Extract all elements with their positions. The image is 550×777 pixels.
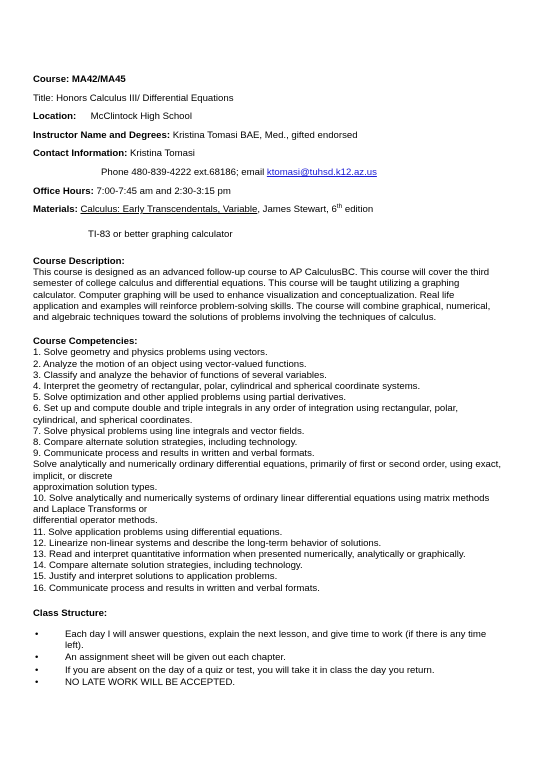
- structure-item: [33, 629, 519, 640]
- competency-line: 12. Linearize non-linear systems and describe the long-term behavior of solutions.: [33, 537, 382, 549]
- materials-edition: edition: [342, 204, 374, 216]
- bullet-icon: •: [35, 629, 39, 641]
- email-link[interactable]: ktomasi@tuhsd.k12.az.us: [266, 166, 377, 178]
- structure-item-text: If you are absent on the day of a quiz or test, you will take it in class the day you return.: [65, 664, 435, 676]
- calculator-row: [33, 229, 519, 240]
- materials-author: , James Stewart, 6: [257, 204, 337, 216]
- competency-line: 7. Solve physical problems using line integrals and vector fields.: [33, 425, 305, 437]
- title-row: [33, 93, 519, 112]
- description-body: [33, 267, 519, 323]
- course-row: [33, 74, 519, 93]
- structure-item-continuation: [33, 640, 519, 651]
- materials-sup: th: [336, 203, 343, 211]
- syllabus-page: [33, 74, 519, 689]
- competency-line: and Laplace Transforms or: [33, 504, 148, 516]
- structure-item: [33, 677, 519, 688]
- description-line: semester of college calculus and differential equations. This course will be taught utilizing a graphing: [33, 278, 460, 290]
- competency-line: 4. Interpret the geometry of rectangular, polar, cylindrical and spherical coordinate systems.: [33, 380, 421, 392]
- description-line: calculator. Computer graphing will be used to enhance visualization and conceptualization. Real life: [33, 289, 455, 301]
- competencies-heading: Course Competencies:: [33, 336, 138, 348]
- title-value: Honors Calculus III/ Differential Equations: [56, 92, 234, 104]
- structure-heading: Class Structure:: [33, 607, 108, 619]
- instructor-value: Kristina Tomasi BAE, Med., gifted endorsed: [172, 129, 358, 141]
- office-hours-label: Office Hours:: [33, 185, 94, 197]
- competency-line: 2. Analyze the motion of an object using vector-valued functions.: [33, 358, 307, 370]
- competency-line: 9. Communicate process and results in written and verbal formats.: [33, 448, 315, 460]
- competency-line: differential operator methods.: [33, 515, 158, 527]
- instructor-row: [33, 130, 519, 149]
- title-label: Title:: [33, 92, 54, 104]
- description-heading: Course Description:: [33, 255, 125, 267]
- competency-line: 3. Classify and analyze the behavior of functions of several variables.: [33, 369, 327, 381]
- description-line: This course is designed as an advanced follow-up course to AP CalculusBC. This course will cover the third: [33, 267, 490, 279]
- competency-line: cylindrical, and spherical coordinates.: [33, 414, 193, 426]
- competency-line: 10. Solve analytically and numerically systems of ordinary linear differential equations using matrix methods: [33, 493, 490, 505]
- competency-line: 14. Compare alternate solution strategies, including technology.: [33, 560, 303, 572]
- materials-book: Calculus: Early Transcendentals, Variable: [80, 204, 258, 216]
- bullet-icon: •: [35, 676, 39, 688]
- competency-line: implicit, or discrete: [33, 470, 113, 482]
- competencies-list: [33, 347, 519, 593]
- competency-line: 16. Communicate process and results in written and verbal formats.: [33, 582, 320, 594]
- phone-row: [33, 167, 519, 186]
- competency-line: 1. Solve geometry and physics problems using vectors.: [33, 347, 268, 359]
- structure-list: [33, 629, 519, 688]
- structure-item-text: Each day I will answer questions, explain the next lesson, and give time to work (if there is any time: [65, 629, 487, 641]
- office-hours-row: [33, 186, 519, 205]
- contact-row: [33, 148, 519, 167]
- competency-line: 5. Solve optimization and other applied problems using partial derivatives.: [33, 392, 347, 404]
- description-line: application and examples will reinforce problem-solving skills. The course will combine graphical, numerical,: [33, 300, 491, 312]
- bullet-icon: •: [35, 664, 39, 676]
- structure-item-text: An assignment sheet will be given out each chapter.: [65, 652, 286, 664]
- competency-line: 8. Compare alternate solution strategies, including technology.: [33, 437, 298, 448]
- competency-line: approximation solution types.: [33, 481, 158, 493]
- location-row: [33, 111, 519, 130]
- phone-text: Phone 480-839-4222 ext.68186; email: [101, 166, 265, 178]
- competency-line: 11. Solve application problems using differential equations.: [33, 526, 283, 538]
- competency-line: 15. Justify and interpret solutions to application problems.: [33, 571, 278, 583]
- contact-label: Contact Information:: [33, 148, 128, 160]
- instructor-label: Instructor Name and Degrees:: [33, 129, 171, 141]
- course-label: Course:: [33, 74, 70, 85]
- structure-item: [33, 665, 519, 676]
- competency-line: Solve analytically and numerically ordinary differential equations, primarily of first or second order, using exact,: [33, 459, 502, 471]
- location-value: McClintock High School: [90, 111, 192, 123]
- competency-line: 6. Set up and compute double and triple integrals in any order of integration using rectangular, polar,: [33, 403, 459, 415]
- structure-item-text: left).: [65, 640, 84, 652]
- location-label: Location:: [33, 111, 77, 123]
- course-value: MA42/MA45: [71, 74, 126, 85]
- materials-row: [33, 204, 519, 223]
- calculator-text: TI-83 or better graphing calculator: [88, 228, 233, 240]
- bullet-icon: •: [35, 652, 39, 664]
- contact-value: Kristina Tomasi: [130, 148, 195, 160]
- structure-item: [33, 652, 519, 663]
- materials-label: Materials:: [33, 204, 78, 216]
- structure-item-text: NO LATE WORK WILL BE ACCEPTED.: [65, 676, 236, 688]
- description-line: and algebraic techniques toward the solutions of problems involving the techniques of calculus.: [33, 311, 437, 323]
- competency-line: 13. Read and interpret quantitative information when presented numerically, analytically or graphically.: [33, 549, 466, 561]
- office-hours-value: 7:00-7:45 am and 2:30-3:15 pm: [96, 185, 231, 197]
